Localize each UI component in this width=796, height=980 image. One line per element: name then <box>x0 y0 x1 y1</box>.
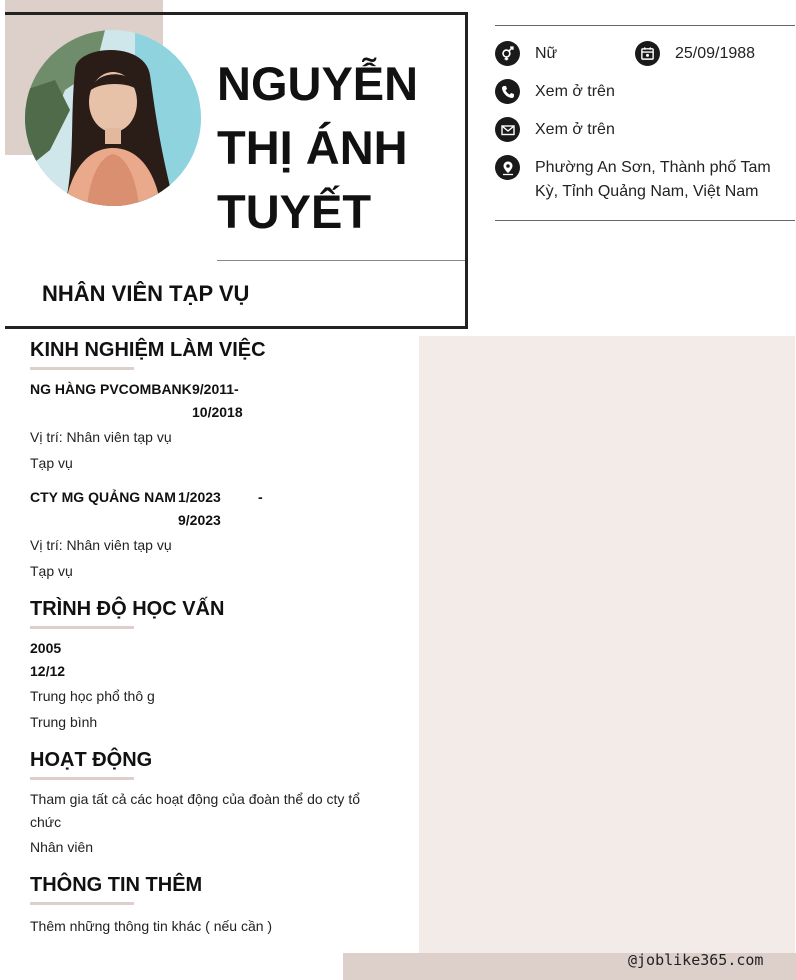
name-line-3: TUYẾT <box>217 185 372 238</box>
experience-2-date-dash: - <box>258 489 263 505</box>
experience-1-position: Vị trí: Nhân viên tạp vụ <box>30 429 172 445</box>
name-divider <box>217 260 465 261</box>
calendar-icon <box>635 41 660 66</box>
more-info-title: THÔNG TIN THÊM <box>30 874 203 896</box>
activities-title: HOẠT ĐỘNG <box>30 749 153 771</box>
experience-underline <box>30 367 134 370</box>
contact-divider-top <box>495 25 795 26</box>
location-icon <box>495 155 520 180</box>
more-info-text: Thêm những thông tin khác ( nếu cần ) <box>30 918 273 934</box>
email-icon <box>495 117 520 142</box>
education-grade: 12/12 <box>30 663 66 679</box>
email-value: Xem ở trên <box>535 121 615 138</box>
education-year: 2005 <box>30 640 62 656</box>
experience-1-company: NG HÀNG PVCOMBANK <box>30 381 192 397</box>
experience-2-date-start: 1/2023 <box>178 489 221 505</box>
experience-1-date-start: 9/2011- <box>192 381 239 397</box>
gender-value: Nữ <box>535 45 558 62</box>
experience-1-date-end: 10/2018 <box>192 404 243 420</box>
address-value: Phường An Sơn, Thành phố Tam Kỳ, Tỉnh Quảng Nam, Việt Nam <box>535 159 771 200</box>
candidate-name <box>217 52 457 244</box>
activities-description: Tham gia tất cả các hoạt động của đoàn thể do cty tổ chức <box>30 791 360 830</box>
activities-role: Nhân viên <box>30 839 94 855</box>
avatar <box>25 30 201 206</box>
education-underline <box>30 626 134 629</box>
more-info-underline <box>30 902 134 905</box>
experience-2-company: CTY MG QUẢNG NAM <box>30 489 176 505</box>
birthdate-value: 25/09/1988 <box>675 45 756 62</box>
job-title: NHÂN VIÊN TẠP VỤ <box>42 281 250 306</box>
decorative-panel-right <box>419 336 795 980</box>
experience-2-description: Tạp vụ <box>30 563 73 579</box>
name-line-1: NGUYỄN <box>217 57 419 110</box>
activities-underline <box>30 777 134 780</box>
gender-icon <box>495 41 520 66</box>
name-line-2: THỊ ÁNH <box>217 121 408 174</box>
experience-2-date-end: 9/2023 <box>178 512 221 528</box>
experience-1-description: Tạp vụ <box>30 455 73 471</box>
experience-2-position: Vị trí: Nhân viên tạp vụ <box>30 537 172 553</box>
education-title: TRÌNH ĐỘ HỌC VẤN <box>30 598 225 620</box>
watermark: @joblike365.com <box>628 951 764 969</box>
avatar-photo <box>25 30 201 206</box>
contact-divider-bottom <box>495 220 795 221</box>
education-school: Trung học phổ thô g <box>30 688 155 704</box>
education-rank: Trung bình <box>30 714 98 730</box>
experience-title: KINH NGHIỆM LÀM VIỆC <box>30 339 266 361</box>
phone-icon <box>495 79 520 104</box>
phone-value: Xem ở trên <box>535 83 615 100</box>
